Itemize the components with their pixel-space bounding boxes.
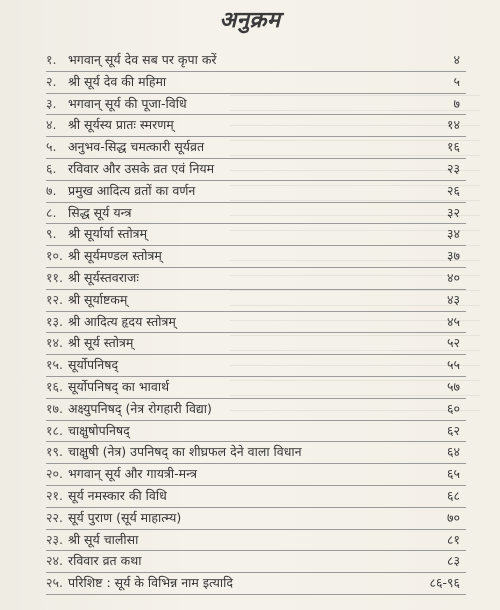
toc-entry — [46, 203, 466, 225]
toc-entry — [46, 159, 466, 181]
table-of-contents — [46, 50, 466, 595]
entry-number: ११. — [46, 269, 63, 285]
entry-page: ४ — [453, 52, 460, 67]
toc-entry — [46, 442, 466, 464]
entry-number: ४. — [46, 117, 57, 133]
entry-page: ६८ — [446, 487, 460, 503]
entry-number: २४. — [46, 553, 63, 569]
toc-entry — [46, 573, 466, 595]
toc-entry — [46, 333, 466, 355]
entry-title: अक्ष्युपनिषद् (नेत्र रोगहारी विद्या) — [68, 400, 212, 416]
entry-title: भगवान् सूर्य देव सब पर कृपा करें — [68, 52, 217, 67]
toc-entry — [46, 224, 466, 246]
entry-number: ९. — [46, 226, 57, 242]
entry-title: प्रमुख आदित्य व्रतों का वर्णन — [68, 182, 196, 198]
entry-page: ५ — [453, 73, 460, 89]
entry-number: १३. — [46, 313, 63, 329]
entry-number: ५. — [46, 139, 57, 155]
entry-page: ६० — [446, 400, 460, 416]
toc-entry — [46, 486, 466, 508]
entry-number: १५. — [46, 357, 63, 373]
toc-entry — [46, 137, 466, 159]
entry-number: ८. — [46, 204, 57, 220]
toc-entry — [46, 246, 466, 268]
entry-title: सिद्ध सूर्य यन्त्र — [68, 204, 132, 220]
toc-entry — [46, 115, 466, 137]
entry-number: २०. — [46, 466, 63, 482]
entry-number: १४. — [46, 335, 63, 351]
entry-number: ३. — [46, 95, 57, 111]
toc-entry — [46, 377, 466, 399]
toc-entry — [46, 290, 466, 312]
toc-entry — [46, 94, 466, 116]
entry-page: ५२ — [446, 335, 460, 351]
entry-number: १८. — [46, 422, 63, 438]
entry-title: श्री सूर्य देव की महिमा — [68, 73, 167, 89]
entry-title: रविवार और उसके व्रत एवं नियम — [68, 160, 215, 176]
entry-page: ८३ — [446, 553, 460, 569]
entry-page: ४३ — [446, 291, 460, 307]
entry-number: १७. — [46, 400, 63, 416]
entry-number: १२. — [46, 291, 63, 307]
entry-number: २५. — [46, 575, 63, 591]
entry-page: ३७ — [446, 248, 460, 264]
entry-page: २६ — [446, 182, 460, 198]
entry-page: ६२ — [446, 422, 460, 438]
entry-number: ७. — [46, 182, 57, 198]
entry-title: परिशिष्ट : सूर्य के विभिन्न नाम इत्यादि — [68, 575, 233, 591]
entry-number: २२. — [46, 509, 63, 525]
entry-page: ४० — [446, 269, 460, 285]
toc-entry — [46, 181, 466, 203]
entry-page: ५७ — [446, 378, 460, 394]
entry-number: १०. — [46, 248, 63, 264]
entry-title: श्री सूर्याष्टकम् — [68, 291, 128, 307]
entry-page: ८१ — [446, 531, 460, 547]
entry-title: श्री आदित्य हृदय स्तोत्रम् — [68, 313, 176, 329]
entry-number: ६. — [46, 160, 57, 176]
entry-title: श्री सूर्य चालीसा — [68, 531, 139, 547]
entry-page: ४५ — [446, 313, 460, 329]
entry-title: भगवान् सूर्य और गायत्री-मन्त्र — [68, 466, 198, 482]
toc-entry — [46, 421, 466, 443]
entry-page: ३२ — [446, 204, 460, 220]
page-title: अनुक्रम — [219, 8, 281, 33]
entry-title: श्री सूर्य स्तोत्रम् — [68, 335, 134, 351]
entry-title: सूर्योपनिषद् का भावार्थ — [68, 378, 170, 394]
entry-title: अनुभव-सिद्ध चमत्कारी सूर्यव्रत — [68, 139, 205, 155]
entry-title: श्री सूर्यस्तवराजः — [68, 269, 139, 285]
entry-title: रविवार व्रत कथा — [68, 553, 142, 569]
entry-page: ३४ — [446, 226, 460, 242]
entry-number: १६. — [46, 378, 63, 394]
entry-page: ६४ — [446, 444, 460, 460]
toc-entry — [46, 530, 466, 552]
entry-page: ८६-९६ — [429, 575, 460, 591]
entry-number: २१. — [46, 487, 63, 503]
entry-title: श्री सूर्यमण्डल स्तोत्रम् — [68, 248, 162, 264]
entry-number: २. — [46, 73, 57, 89]
entry-page: ७ — [453, 95, 460, 111]
toc-entry — [46, 355, 466, 377]
entry-title: भगवान् सूर्य की पूजा-विधि — [68, 95, 187, 111]
entry-title: श्री सूर्यस्य प्रातः स्मरणम् — [68, 117, 174, 133]
entry-page: ५५ — [446, 357, 460, 373]
toc-entry — [46, 312, 466, 334]
entry-title: श्री सूर्यार्या स्तोत्रम् — [68, 226, 148, 242]
toc-entry — [46, 508, 466, 530]
entry-number: २३. — [46, 531, 63, 547]
toc-entry — [46, 464, 466, 486]
entry-page: १६ — [446, 139, 460, 155]
toc-entry — [46, 50, 466, 72]
toc-entry — [46, 268, 466, 290]
entry-number: १. — [46, 52, 57, 67]
entry-title: चाक्षुषोपनिषद् — [68, 422, 130, 438]
entry-title: सूर्य नमस्कार की विधि — [68, 487, 167, 503]
toc-entry — [46, 551, 466, 573]
entry-page: २३ — [446, 160, 460, 176]
entry-page: १४ — [446, 117, 460, 133]
toc-entry — [46, 399, 466, 421]
toc-entry — [46, 72, 466, 94]
entry-number: १९. — [46, 444, 63, 460]
entry-page: ७० — [446, 509, 460, 525]
entry-page: ६५ — [446, 466, 460, 482]
entry-title: चाक्षुषी (नेत्र) उपनिषद् का शीघ्रफल देने वाला विधान — [68, 444, 302, 460]
entry-title: सूर्योपनिषद् — [68, 357, 119, 373]
entry-title: सूर्य पुराण (सूर्य माहात्म्य) — [68, 509, 182, 525]
